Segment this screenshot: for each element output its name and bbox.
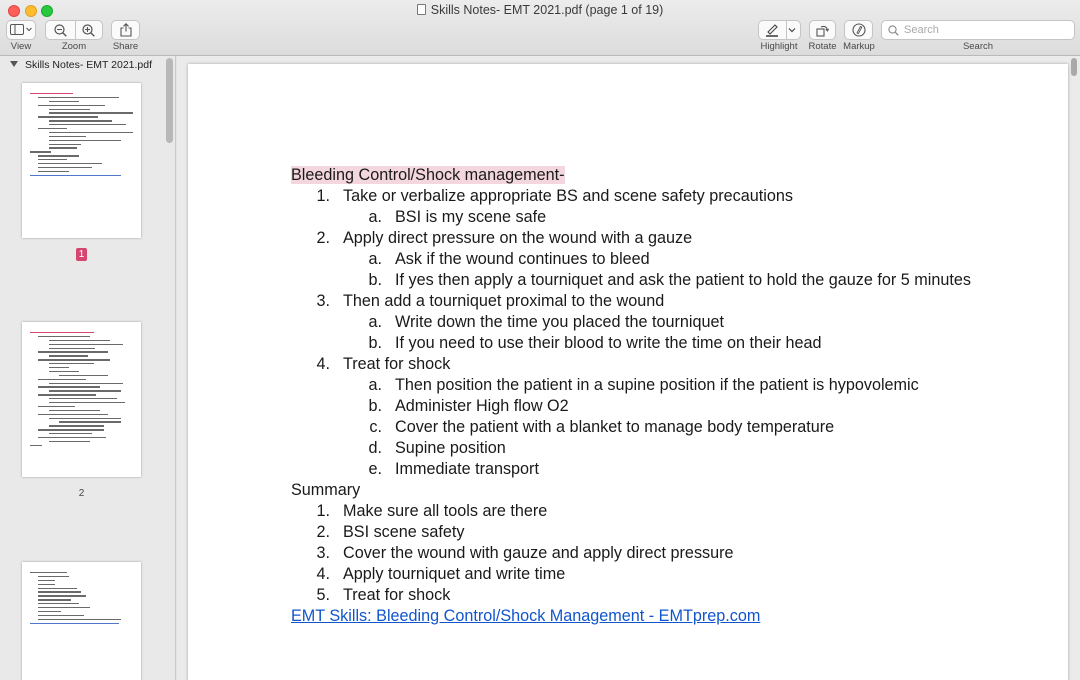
list-number: b. <box>368 397 382 415</box>
search-input[interactable] <box>904 24 1064 36</box>
substep-item <box>291 207 1011 228</box>
step-item <box>291 186 1011 207</box>
list-text: Administer High flow O2 <box>395 397 569 415</box>
markup-pen-icon <box>852 23 866 37</box>
window-title-text: Skills Notes- EMT 2021.pdf (page 1 of 19) <box>430 3 664 17</box>
list-number: b. <box>368 334 382 352</box>
summary-item <box>291 501 1011 522</box>
page-content <box>291 165 1011 627</box>
substep-item <box>291 459 1011 480</box>
page-number-1-badge: 1 <box>76 248 88 261</box>
sidebar-view-icon <box>10 24 32 36</box>
zoom-out-button[interactable] <box>46 21 74 39</box>
sidebar-document-header[interactable] <box>0 56 176 74</box>
document-scrollbar[interactable] <box>1071 58 1077 76</box>
zoom-label: Zoom <box>61 41 87 52</box>
summary-heading-row <box>291 480 1011 501</box>
step-item <box>291 228 1011 249</box>
markup-label: Markup <box>843 41 875 52</box>
markup-button[interactable] <box>844 20 873 40</box>
search-label: Search <box>962 41 994 52</box>
list-text: Treat for shock <box>343 586 451 604</box>
view-button[interactable] <box>6 20 36 40</box>
summary-item <box>291 522 1011 543</box>
title-bar <box>0 0 1080 56</box>
list-number: c. <box>369 418 382 436</box>
list-text: Then add a tourniquet proximal to the wound <box>343 292 665 310</box>
list-text: If you need to use their blood to write the time on their head <box>395 334 822 352</box>
list-text: Make sure all tools are there <box>343 502 548 520</box>
summary-item <box>291 564 1011 585</box>
summary-heading: Summary <box>291 481 361 499</box>
list-text: Apply direct pressure on the wound with a gauze <box>343 229 693 247</box>
list-number: 1. <box>316 187 330 205</box>
list-text: Then position the patient in a supine position if the patient is hypovolemic <box>395 376 919 394</box>
document-view <box>177 56 1080 680</box>
list-text: Immediate transport <box>395 460 539 478</box>
page-number-2: 2 <box>78 488 85 499</box>
list-number: a. <box>368 250 382 268</box>
list-number: 2. <box>316 523 330 541</box>
substep-item <box>291 396 1011 417</box>
document-heading: Bleeding Control/Shock management- <box>291 166 565 184</box>
list-number: e. <box>368 460 382 478</box>
summary-item <box>291 585 1011 606</box>
list-text: Cover the patient with a blanket to manage body temperature <box>395 418 835 436</box>
chevron-down-icon <box>788 27 796 33</box>
zoom-in-icon <box>82 24 95 37</box>
page-number-1 <box>22 248 141 261</box>
list-number: 1. <box>316 502 330 520</box>
list-text: Apply tourniquet and write time <box>343 565 566 583</box>
reference-link[interactable]: EMT Skills: Bleeding Control/Shock Management - EMTprep.com <box>291 607 761 625</box>
list-number: b. <box>368 271 382 289</box>
sidebar-scrollbar[interactable] <box>166 58 173 143</box>
substep-item <box>291 249 1011 270</box>
list-number: 2. <box>316 229 330 247</box>
list-number: a. <box>368 376 382 394</box>
view-label: View <box>10 41 32 52</box>
list-text: If yes then apply a tourniquet and ask the patient to hold the gauze for 5 minutes <box>395 271 971 289</box>
document-heading-row <box>291 165 1011 186</box>
list-text: BSI scene safety <box>343 523 465 541</box>
substep-item <box>291 375 1011 396</box>
list-text: Ask if the wound continues to bleed <box>395 250 650 268</box>
list-text: Treat for shock <box>343 355 451 373</box>
list-text: Write down the time you placed the tourniquet <box>395 313 725 331</box>
step-item <box>291 291 1011 312</box>
window-title <box>0 2 1080 18</box>
search-icon <box>888 25 899 36</box>
list-number: 4. <box>316 565 330 583</box>
list-text: Take or verbalize appropriate BS and scene safety precautions <box>343 187 793 205</box>
highlighter-pen-icon <box>765 23 779 37</box>
share-label: Share <box>112 41 139 52</box>
pdf-page-1 <box>188 64 1068 680</box>
list-number: 5. <box>316 586 330 604</box>
highlight-label: Highlight <box>760 41 798 52</box>
share-button[interactable] <box>111 20 140 40</box>
list-number: a. <box>368 313 382 331</box>
substep-item <box>291 312 1011 333</box>
rotate-label: Rotate <box>808 41 837 52</box>
zoom-out-icon <box>54 24 67 37</box>
page-thumbnail-3[interactable] <box>22 562 141 680</box>
list-number: 4. <box>316 355 330 373</box>
substep-item <box>291 270 1011 291</box>
summary-item <box>291 543 1011 564</box>
page-thumbnail-2[interactable] <box>22 322 141 477</box>
list-number: 3. <box>316 292 330 310</box>
sidebar-document-name: Skills Notes- EMT 2021.pdf <box>25 59 153 71</box>
disclosure-triangle-icon[interactable] <box>10 61 18 67</box>
highlight-pen-button[interactable] <box>759 21 785 39</box>
highlight-options-button[interactable] <box>785 21 800 39</box>
list-text: Supine position <box>395 439 506 457</box>
thumbnail-sidebar <box>0 56 176 680</box>
document-icon <box>417 4 426 15</box>
zoom-in-button[interactable] <box>74 21 102 39</box>
list-text: BSI is my scene safe <box>395 208 547 226</box>
zoom-control <box>45 20 103 40</box>
rotate-icon <box>816 24 829 37</box>
rotate-button[interactable] <box>809 20 836 40</box>
list-text: Cover the wound with gauze and apply direct pressure <box>343 544 734 562</box>
substep-item <box>291 417 1011 438</box>
list-number: a. <box>368 208 382 226</box>
list-number: d. <box>368 439 382 457</box>
highlight-button[interactable] <box>758 20 801 40</box>
share-icon <box>120 23 132 37</box>
list-number: 3. <box>316 544 330 562</box>
page-thumbnail-1[interactable] <box>22 83 141 238</box>
substep-item <box>291 333 1011 354</box>
search-field[interactable] <box>881 20 1075 40</box>
reference-link-row <box>291 606 1011 627</box>
step-item <box>291 354 1011 375</box>
substep-item <box>291 438 1011 459</box>
